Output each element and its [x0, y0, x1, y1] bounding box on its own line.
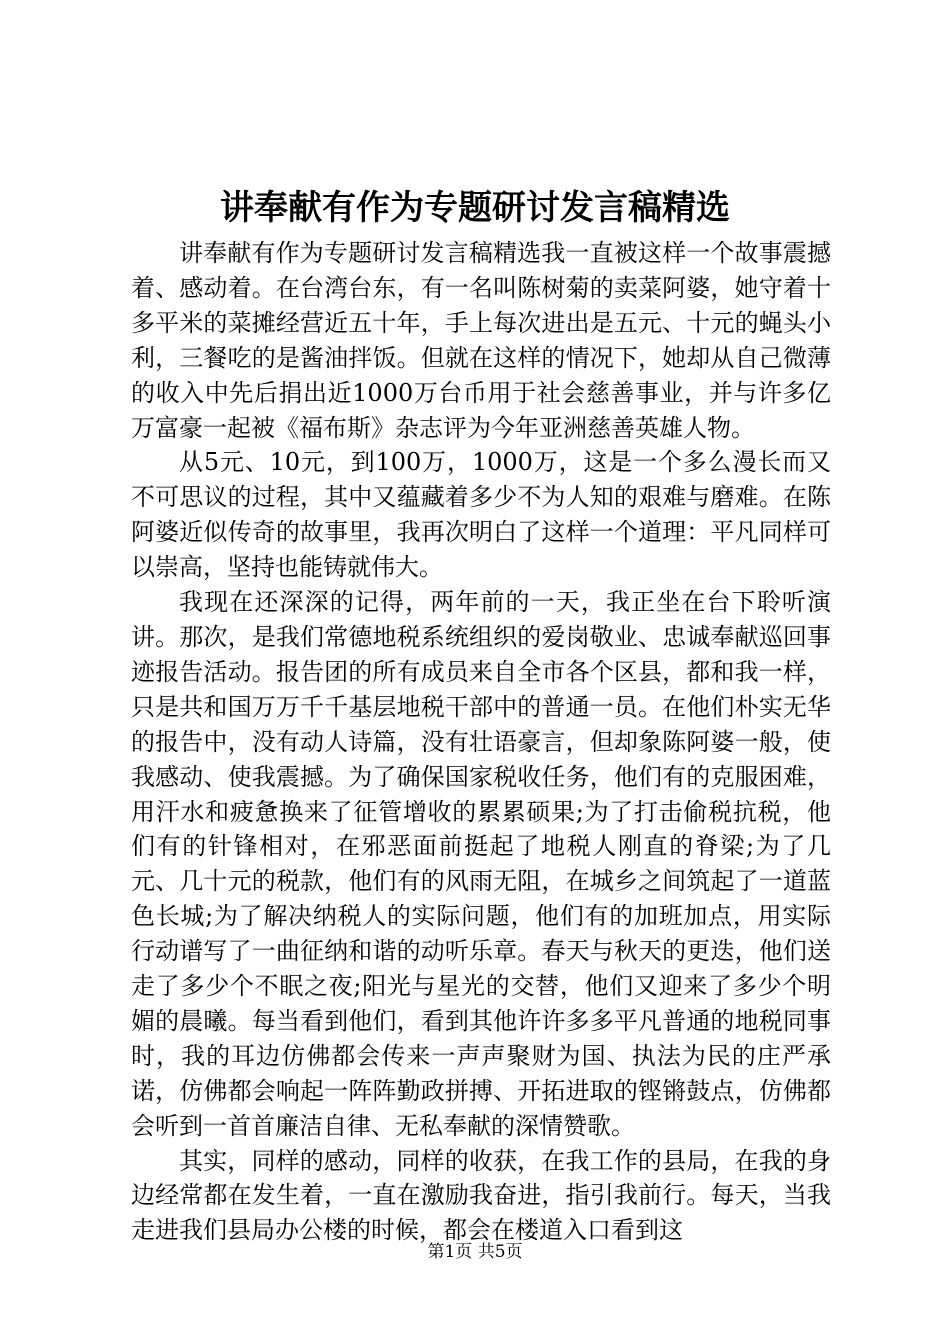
paragraph-4: 其实，同样的感动，同样的收获，在我工作的县局，在我的身边经常都在发生着，一直在激励我奋进，指引我前行。每天，当我走进我们县局办公楼的时候，都会在楼道入口看到这 [131, 1146, 831, 1245]
page-footer: 第1页 共5页 [427, 1242, 523, 1262]
document-body [131, 236, 831, 1248]
paragraph-1: 讲奉献有作为专题研讨发言稿精选我一直被这样一个故事震撼着、感动着。在台湾台东，有一名叫陈树菊的卖菜阿婆，她守着十多平米的菜摊经营近五十年，手上每次进出是五元、十元的蝇头小利，三餐吃的是酱油拌饭。但就在这样的情况下，她却从自己微薄的收入中先后捐出近1000万台币用于社会慈善事业，并与许多亿万富豪一起被《福布斯》杂志评为今年亚洲慈善英雄人物。 [131, 239, 831, 442]
paragraph-2: 从5元、10元，到100万，1000万，这是一个多么漫长而又不可思议的过程，其中又蕴藏着多少不为人知的艰难与磨难。在陈阿婆近似传奇的故事里，我再次明白了这样一个道理：平凡同样可以崇高，坚持也能铸就伟大。 [131, 448, 831, 582]
paragraph-3: 我现在还深深的记得，两年前的一天，我正坐在台下聆听演讲。那次，是我们常德地税系统组织的爱岗敬业、忠诚奉献巡回事迹报告活动。报告团的所有成员来自全市各个区县，都和我一样，只是共和国万万千千基层地税干部中的普通一员。在他们朴实无华的报告中，没有动人诗篇，没有壮语豪言，但却象陈阿婆一般，使我感动、使我震撼。为了确保国家税收任务，他们有的克服困难，用汗水和疲惫换来了征管增收的累累硕果;为了打击偷税抗税，他们有的针锋相对，在邪恶面前挺起了地税人刚直的脊梁;为了几元、几十元的税款，他们有的风雨无阻，在城乡之间筑起了一道蓝色长城;为了解决纳税人的实际问题，他们有的加班加点，用实际行动谱写了一曲征纳和谐的动听乐章。春天与秋天的更迭，他们送走了多少个不眠之夜;阳光与星光的交替，他们又迎来了多少个明媚的晨曦。每当看到他们，看到其他许许多多平凡普通的地税同事时，我的耳边仿佛都会传来一声声聚财为国、执法为民的庄严承诺，仿佛都会响起一阵阵勤政拼搏、开拓进取的铿锵鼓点，仿佛都会听到一首首廉洁自律、无私奉献的深情赞歌。 [131, 588, 831, 1140]
page-title: 讲奉献有作为专题研讨发言稿精选 [220, 188, 730, 228]
